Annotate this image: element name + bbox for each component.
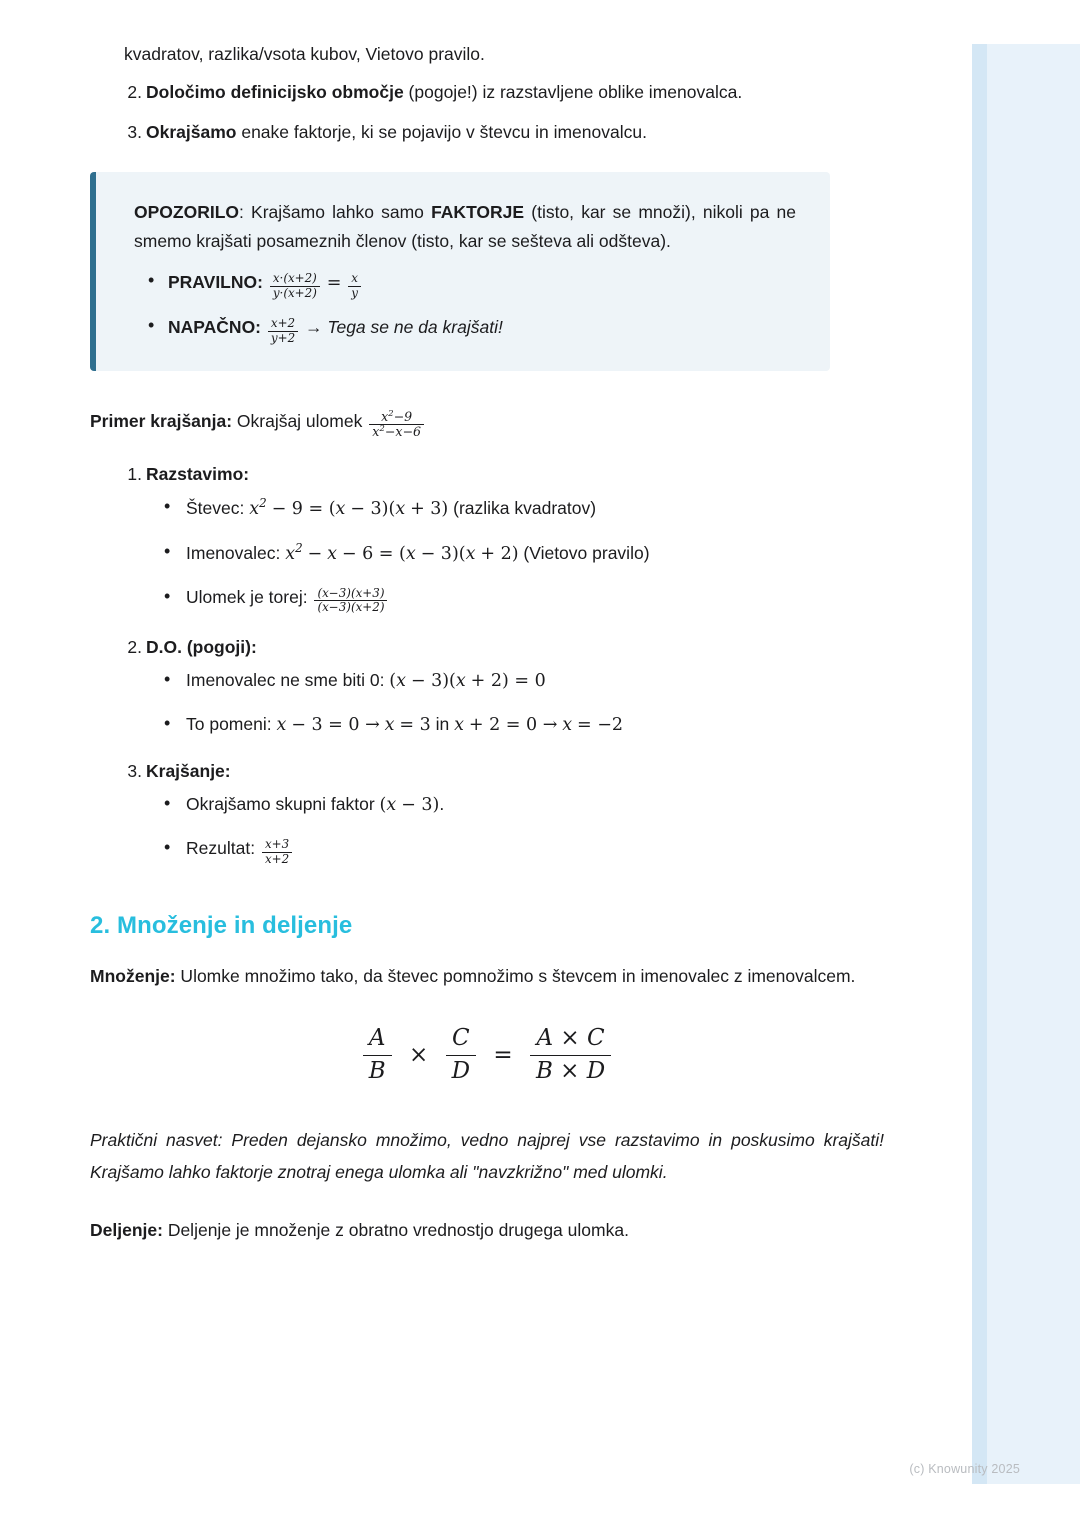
step-title: D.O. (pogoji): xyxy=(146,636,257,657)
result-fraction: $\frac{x+3}{x+2}$ xyxy=(262,838,292,866)
multiplication-label: Množenje: xyxy=(90,966,176,987)
reduced-fraction: $\frac{(x-3)(x+3)}{(x-3)(x+2)}$ xyxy=(314,587,387,615)
callout-text-1: : Krajšamo lahko samo xyxy=(239,202,432,222)
formula-wrong: $\frac{x+2}{y+2}$ xyxy=(268,317,298,345)
list-item-bold: Okrajšamo xyxy=(146,122,237,142)
callout-list-item-wrong xyxy=(168,314,796,345)
list-marker: 2. xyxy=(127,636,142,657)
step-bullets xyxy=(146,667,884,739)
callout-item-label: PRAVILNO: xyxy=(168,271,263,292)
list-marker: 2. xyxy=(127,82,142,102)
example-steps-list xyxy=(90,460,884,866)
list-item xyxy=(127,460,884,615)
callout-text-2: (tisto, kar se množi), nikoli pa ne smemo krajšati posameznih členov (tisto, kar se sešteva ali odšteva). xyxy=(134,202,796,252)
list-marker: 1. xyxy=(127,463,142,484)
example-heading-text: Okrajšaj ulomek xyxy=(232,410,363,431)
list-item-bold: Določimo definicijsko območje xyxy=(146,82,404,102)
copyright-footer: (c) Knowunity 2025 xyxy=(909,1462,1020,1476)
list-item: • Rezultat: $\frac{x+3}{x+2}$ xyxy=(186,835,884,866)
warning-callout xyxy=(90,172,830,371)
step-bullets xyxy=(146,494,884,615)
example-heading xyxy=(90,407,884,440)
callout-emphasis: FAKTORJE xyxy=(431,202,525,222)
callout-label: OPOZORILO xyxy=(134,202,239,222)
list-item xyxy=(127,78,884,106)
formula-correct-left: $\frac{x\cdot(x+2)}{y\cdot(x+2)}$ xyxy=(270,272,320,300)
example-fraction: $\frac{x^2-9}{x^2-x-6}$ xyxy=(369,410,424,440)
multiplication-text: Ulomke množimo tako, da števec pomnožimo s števcem in imenovalec z imenovalcem. xyxy=(175,966,856,987)
division-text: Deljenje je množenje z obratno vrednostjo drugega ulomka. xyxy=(162,1220,629,1241)
list-item xyxy=(127,118,884,146)
procedure-list xyxy=(90,78,884,146)
list-item-text: (pogoje!) iz razstavljene oblike imenovalca. xyxy=(403,82,743,102)
step-title: Krajšanje: xyxy=(146,760,231,781)
list-item: • Ulomek je torej: $\frac{(x-3)(x+3)}{(x-3)(x+2)}$ xyxy=(186,584,884,615)
formula-fraction-cd: $\frac{C}{D}$ xyxy=(446,1025,476,1085)
side-strip-accent xyxy=(972,44,987,1484)
callout-item-label: NAPAČNO: xyxy=(168,316,262,337)
list-item: • Okrajšamo skupni faktor (x − 3). xyxy=(186,791,884,819)
list-item xyxy=(127,757,884,866)
step-bullets xyxy=(146,791,884,866)
list-item-text: enake faktorje, ki se pojavijo v števcu in imenovalcu. xyxy=(236,122,647,142)
practical-tip: Praktični nasvet: Preden dejansko množimo, vedno najprej vse razstavimo in poskusimo krajšati! Krajšamo lahko faktorje znotraj enega ulomka ali "navzkrižno" med ulomki. xyxy=(90,1130,884,1182)
list-item: • Imenovalec: $x^2 - x - 6 = (x - 3)(x + 2)$ (Vietovo pravilo) xyxy=(186,539,884,568)
equals-sign: = xyxy=(326,272,342,293)
example-heading-bold: Primer krajšanja: xyxy=(90,410,233,431)
multiplication-formula xyxy=(90,1025,884,1085)
callout-list-item-correct xyxy=(168,269,796,300)
side-strip-band xyxy=(972,44,1080,1484)
list-item: • Imenovalec ne sme biti 0: (x − 3)(x + 2) = 0 xyxy=(186,667,884,695)
callout-list xyxy=(134,269,796,345)
multiplication-paragraph xyxy=(90,962,884,991)
division-paragraph xyxy=(90,1216,884,1245)
division-label: Deljenje: xyxy=(90,1220,163,1241)
equals-sign: = xyxy=(493,1042,513,1069)
list-item: • Števec: $x^2 - 9 = (x - 3)(x + 3)$ (razlika kvadratov) xyxy=(186,494,884,523)
list-marker: 3. xyxy=(127,760,142,781)
callout-paragraph xyxy=(134,198,796,257)
formula-fraction-result: $\frac{A \times C}{B \times D}$ xyxy=(530,1025,611,1085)
section-heading-2: 2. Množenje in deljenje xyxy=(90,912,353,940)
step-title: Razstavimo: xyxy=(146,463,250,484)
list-item: • To pomeni: x − 3 = 0 → x = 3 in x + 2 = 0 → x = −2 xyxy=(186,711,884,739)
multiplication-sign: × xyxy=(409,1042,429,1069)
list-marker: 3. xyxy=(127,122,142,142)
formula-fraction-ab: $\frac{A}{B}$ xyxy=(363,1025,392,1085)
list-item xyxy=(127,633,884,739)
page-side-strip xyxy=(972,0,1080,1528)
callout-item-note: → Tega se ne da krajšati! xyxy=(305,316,503,337)
continued-line: kvadratov, razlika/vsota kubov, Vietovo pravilo. xyxy=(124,44,485,64)
formula-correct-right: $\frac{x}{y}$ xyxy=(348,272,361,300)
